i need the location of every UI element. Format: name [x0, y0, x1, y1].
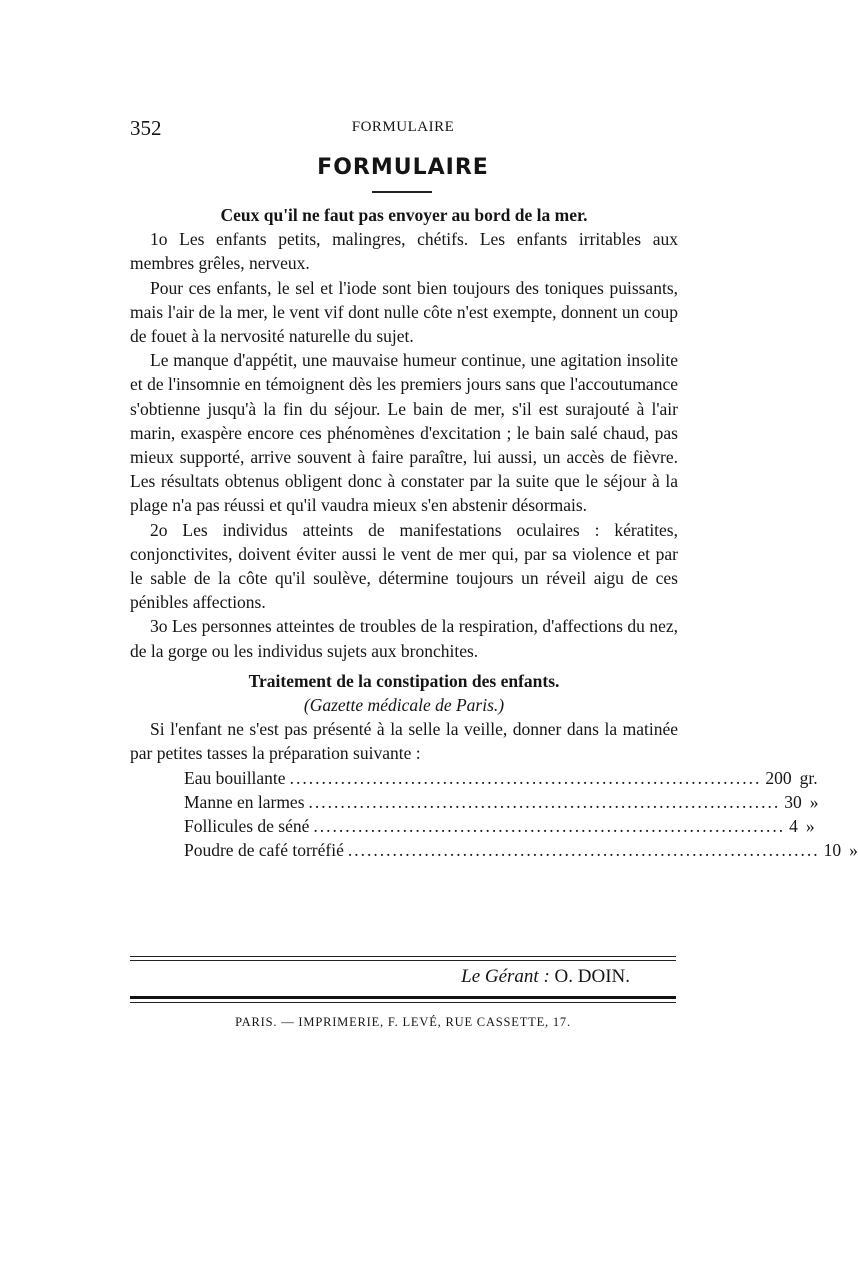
ingredient-name: Poudre de café torréfié [184, 840, 344, 861]
ingredient-name: Follicules de séné [184, 816, 310, 837]
ingredient-qty: 4 [789, 816, 798, 837]
footer-rule [130, 1002, 676, 1003]
printer-imprint: PARIS. — IMPRIMERIE, F. LEVÉ, RUE CASSETTE, 17. [235, 1015, 571, 1029]
dot-leader: .......................................................................... [308, 791, 781, 812]
section-heading-sea: Ceux qu'il ne faut pas envoyer au bord de la mer. [220, 205, 588, 225]
ingredient-qty: 30 [784, 791, 802, 812]
signature-name: O. DOIN. [554, 966, 630, 987]
paragraph-3: Le manque d'appétit, une mauvaise humeur continue, une agitation insolite et de l'insomnie en témoignent dès les premiers jours sans que l'accoutumance s'obtienne jusqu'à la fin du séjour. Le bain de mer, s'il est surajouté à l'air marin, exaspère encore ces phénomènes d'excitation ; le bain salé chaud, pas mieux supporté, arrive souvent à faire paraître, lui aussi, un accès de fièvre. Les résultats obtenus obligent donc à constater par la suite que le séjour à la plage n'a pas réussi et qu'il vaudra mieux s'en abstenir désormais. [130, 350, 678, 516]
recipe-intro: Si l'enfant ne s'est pas présenté à la selle la veille, donner dans la matinée par petites tasses la préparation suivante : [130, 719, 678, 764]
paragraph-2: Pour ces enfants, le sel et l'iode sont bien toujours des toniques puissants, mais l'air de la mer, le vent vif dont nulle côte n'est exempte, donnent un coup de fouet à la nervosité naturelle du sujet. [130, 277, 678, 347]
recipe-row [184, 814, 815, 838]
dot-leader: .......................................................................... [347, 840, 820, 861]
section-heading-constipation: Traitement de la constipation des enfants. [248, 670, 560, 691]
ingredient-name: Manne en larmes [184, 791, 305, 812]
ingredient-unit: » [805, 816, 815, 837]
paragraph-1: 1o Les enfants petits, malingres, chétifs. Les enfants irritables aux membres grêles, nerveux. [130, 229, 678, 274]
separator-rule [130, 956, 676, 957]
dot-leader: .......................................................................... [289, 767, 762, 788]
dot-leader: .......................................................................... [313, 816, 786, 837]
page-number: 352 [130, 116, 162, 140]
signature-label: Le Gérant : [461, 966, 550, 987]
ingredient-qty: 200 [765, 767, 792, 788]
ingredient-unit: » [809, 791, 819, 812]
source-citation: (Gazette médicale de Paris.) [303, 695, 505, 716]
title-rule [372, 191, 432, 193]
ingredient-unit: » [849, 840, 858, 861]
ingredient-name: Eau bouillante [184, 767, 286, 788]
recipe-row [184, 766, 818, 790]
recipe-list [184, 766, 858, 863]
ingredient-qty: 10 [823, 840, 842, 861]
ingredient-unit: gr. [799, 767, 818, 788]
recipe-row [184, 838, 858, 862]
paragraph-5: 3o Les personnes atteintes de troubles de la respiration, d'affections du nez, de la gorge ou les individus sujets aux bronchites. [130, 616, 678, 661]
recipe-row [184, 790, 819, 814]
document-body [130, 203, 858, 862]
running-title: FORMULAIRE [351, 119, 455, 135]
running-header [130, 116, 676, 140]
separator-rule [130, 960, 676, 961]
footer-rule [130, 996, 676, 999]
page-title: FORMULAIRE [317, 155, 489, 180]
signature [130, 966, 630, 988]
paragraph-4: 2o Les individus atteints de manifestations oculaires : kératites, conjonctivites, doivent éviter aussi le vent de mer qui, par sa violence et par le sable de la côte qu'il soulève, détermine toujours un réveil aigu de ces pénibles affections. [130, 519, 678, 613]
